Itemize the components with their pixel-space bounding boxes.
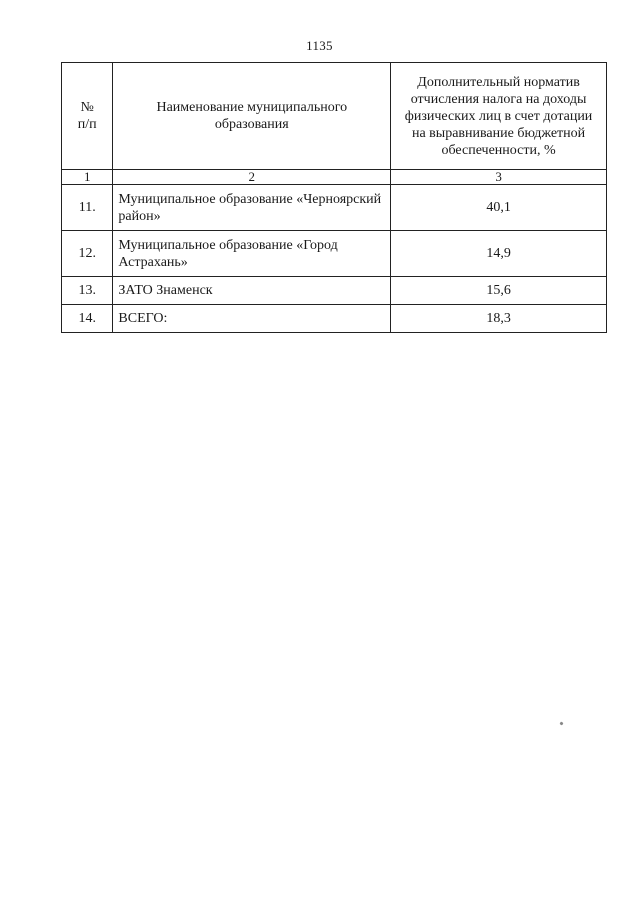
header-value (391, 63, 607, 170)
row-value: 15,6 (391, 277, 607, 305)
header-name-label: Наименование муниципального образования (156, 100, 348, 132)
column-index-3: 3 (391, 170, 607, 185)
column-index-1: 1 (62, 170, 113, 185)
norms-table (61, 62, 607, 333)
row-value: 18,3 (391, 305, 607, 333)
row-number: 12. (62, 231, 113, 277)
scan-speck (559, 721, 563, 725)
page-number: 1135 (306, 38, 333, 53)
row-number: 14. (62, 305, 113, 333)
row-name: ВСЕГО: (113, 305, 391, 333)
table-row (62, 277, 607, 305)
row-value: 40,1 (391, 185, 607, 231)
table-row-total (62, 305, 607, 333)
row-name: ЗАТО Знаменск (113, 277, 391, 305)
row-name: Муниципальное образование «Черноярский район» (113, 185, 391, 231)
row-value: 14,9 (391, 231, 607, 277)
row-number: 13. (62, 277, 113, 305)
row-number: 11. (62, 185, 113, 231)
column-index-row (62, 170, 607, 185)
table-row (62, 231, 607, 277)
header-value-label: Дополнительный норматив отчисления налога на доходы физических лиц в счет дотации на выравнивание бюджетной обеспеченности, % (404, 74, 593, 158)
header-name (113, 63, 391, 170)
table-header-row (62, 63, 607, 170)
column-index-2: 2 (113, 170, 391, 185)
table-row (62, 185, 607, 231)
row-name: Муниципальное образование «Город Астрахань» (113, 231, 391, 277)
header-number (62, 63, 113, 170)
header-number-sign: № п/п (77, 100, 97, 132)
